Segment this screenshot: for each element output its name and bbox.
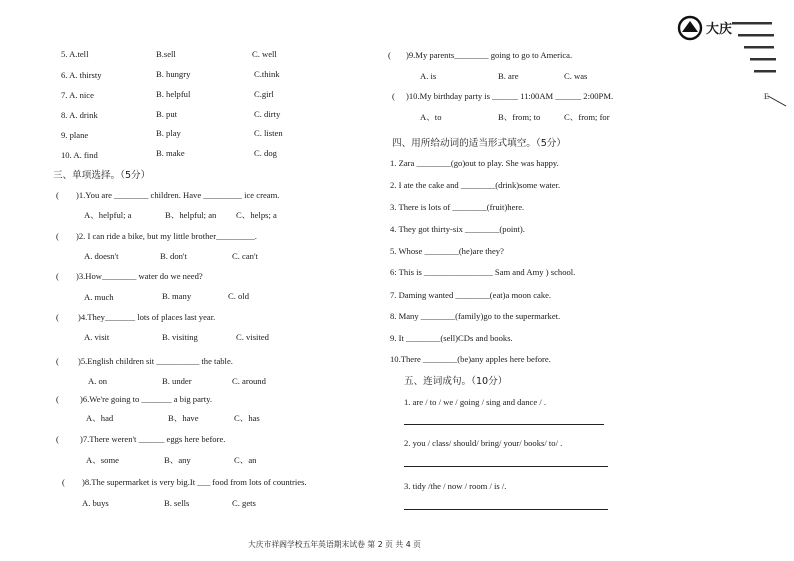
- question-text: )6.We're going to _______ a big party.: [80, 394, 213, 404]
- question-text: )4.They_______ lots of places last year.: [78, 312, 216, 322]
- option-b: B. under: [162, 376, 192, 386]
- option-c: C.girl: [254, 89, 274, 99]
- option-a: 9. plane: [61, 130, 89, 140]
- sentence-prompt: 3. tidy /the / now / room / is /.: [404, 481, 507, 491]
- option-a: A. much: [84, 292, 114, 302]
- option-b: B、any: [164, 455, 191, 465]
- answer-line[interactable]: [404, 466, 608, 467]
- option-b: B、from; to: [498, 112, 541, 122]
- option-b: B. hungry: [156, 69, 191, 79]
- option-b: B、have: [168, 413, 199, 423]
- fill-item: 8. Many ________(family)go to the supermarket.: [390, 311, 561, 321]
- option-c: C、an: [234, 455, 257, 465]
- option-b: B. make: [156, 148, 185, 158]
- option-a: 10. A. find: [61, 150, 98, 160]
- option-c: C. visited: [236, 332, 269, 342]
- answer-paren: (: [56, 394, 59, 404]
- option-a: A. doesn't: [84, 251, 119, 261]
- option-a: A、helpful; a: [84, 210, 132, 220]
- page-footer: 大庆市祥阁学校五年英语期末试卷 第 2 页 共 4 页: [248, 540, 421, 549]
- option-c: C、has: [234, 413, 260, 423]
- option-a: A、to: [420, 112, 442, 122]
- sentence-prompt: 1. are / to / we / going / sing and dance / .: [404, 397, 547, 407]
- option-a: A、had: [86, 413, 114, 423]
- answer-paren: (: [388, 50, 391, 60]
- question-text: )8.The supermarket is very big.It ___ food from lots of countries.: [82, 477, 307, 487]
- fill-item: 4. They got thirty-six ________(point).: [390, 224, 525, 234]
- option-c: C. around: [232, 376, 266, 386]
- option-c: C. can't: [232, 251, 258, 261]
- section-4-title: 四、用所给动词的适当形式填空。（5分）: [392, 138, 566, 149]
- fill-item: 7. Daming wanted ________(eat)a moon cake.: [390, 290, 552, 300]
- option-c: C. dog: [254, 148, 277, 158]
- option-c: C. old: [228, 291, 250, 301]
- fill-item: 9. It ________(sell)CDs and books.: [390, 333, 513, 343]
- answer-paren: (: [56, 190, 59, 200]
- option-b: B、helpful; an: [165, 210, 217, 220]
- option-b: B. many: [162, 291, 192, 301]
- answer-line[interactable]: [404, 424, 604, 425]
- answer-paren: (: [62, 477, 65, 487]
- option-c: C. gets: [232, 498, 256, 508]
- question-text: )3.How________ water do we need?: [76, 271, 203, 281]
- school-logo: [674, 10, 794, 110]
- option-b: B.sell: [156, 49, 176, 59]
- option-a: 5. A.tell: [61, 49, 89, 59]
- section-5-title: 五、连词成句。（10分）: [404, 376, 508, 387]
- fill-item: 5. Whose ________(he)are they?: [390, 246, 504, 256]
- option-a: 7. A. nice: [61, 90, 94, 100]
- option-c: C. was: [564, 71, 588, 81]
- option-a: A. is: [420, 71, 437, 81]
- option-c: C.think: [254, 69, 280, 79]
- question-text: )10.My birthday party is ______ 11:00AM ______ 2:00PM.: [406, 91, 614, 101]
- option-a: 6. A. thirsty: [61, 70, 102, 80]
- option-c: C、from; for: [564, 112, 610, 122]
- option-a: A. on: [88, 376, 108, 386]
- fill-item: 6: This is ________________ Sam and Amy ) school.: [390, 267, 576, 277]
- option-b: B. put: [156, 109, 178, 119]
- sentence-prompt: 2. you / class/ should/ bring/ your/ books/ to/ .: [404, 438, 563, 448]
- answer-paren: (: [56, 434, 59, 444]
- question-text: )2. I can ride a bike, but my little brother_________.: [76, 231, 257, 241]
- question-text: )7.There weren't ______ eggs here before.: [80, 434, 226, 444]
- option-c: C. dirty: [254, 109, 281, 119]
- question-text: )9.My parents________ going to go to America.: [406, 50, 573, 60]
- question-text: )1.You are ________ children. Have _________ ice cream.: [76, 190, 280, 200]
- logo-text: 大庆: [706, 22, 733, 37]
- option-c: C、helps; a: [236, 210, 277, 220]
- answer-paren: (: [392, 91, 395, 101]
- section-3-title: 三、单项选择。（5分）: [53, 170, 151, 181]
- option-b: B. helpful: [156, 89, 191, 99]
- option-a: A. visit: [84, 332, 110, 342]
- fill-item: 1. Zara ________(go)out to play. She was happy.: [390, 158, 559, 168]
- option-c: C. listen: [254, 128, 283, 138]
- fill-item: 2. I ate the cake and ________(drink)some water.: [390, 180, 561, 190]
- option-b: B. sells: [164, 498, 190, 508]
- answer-paren: (: [56, 312, 59, 322]
- answer-line[interactable]: [404, 509, 608, 510]
- answer-paren: (: [56, 271, 59, 281]
- option-b: B. play: [156, 128, 181, 138]
- option-a: 8. A. drink: [61, 110, 98, 120]
- fill-item: 3. There is lots of ________(fruit)here.: [390, 202, 525, 212]
- option-a: A、some: [86, 455, 119, 465]
- option-b: B. are: [498, 71, 519, 81]
- answer-paren: (: [56, 356, 59, 366]
- answer-paren: (: [56, 231, 59, 241]
- fill-item: 10.There ________(be)any apples here before.: [390, 354, 551, 364]
- side-mark: E: [764, 92, 769, 101]
- option-b: B. don't: [160, 251, 187, 261]
- question-text: )5.English children sit __________ the table.: [78, 356, 233, 366]
- option-c: C. well: [252, 49, 277, 59]
- option-b: B. visiting: [162, 332, 198, 342]
- option-a: A. buys: [82, 498, 109, 508]
